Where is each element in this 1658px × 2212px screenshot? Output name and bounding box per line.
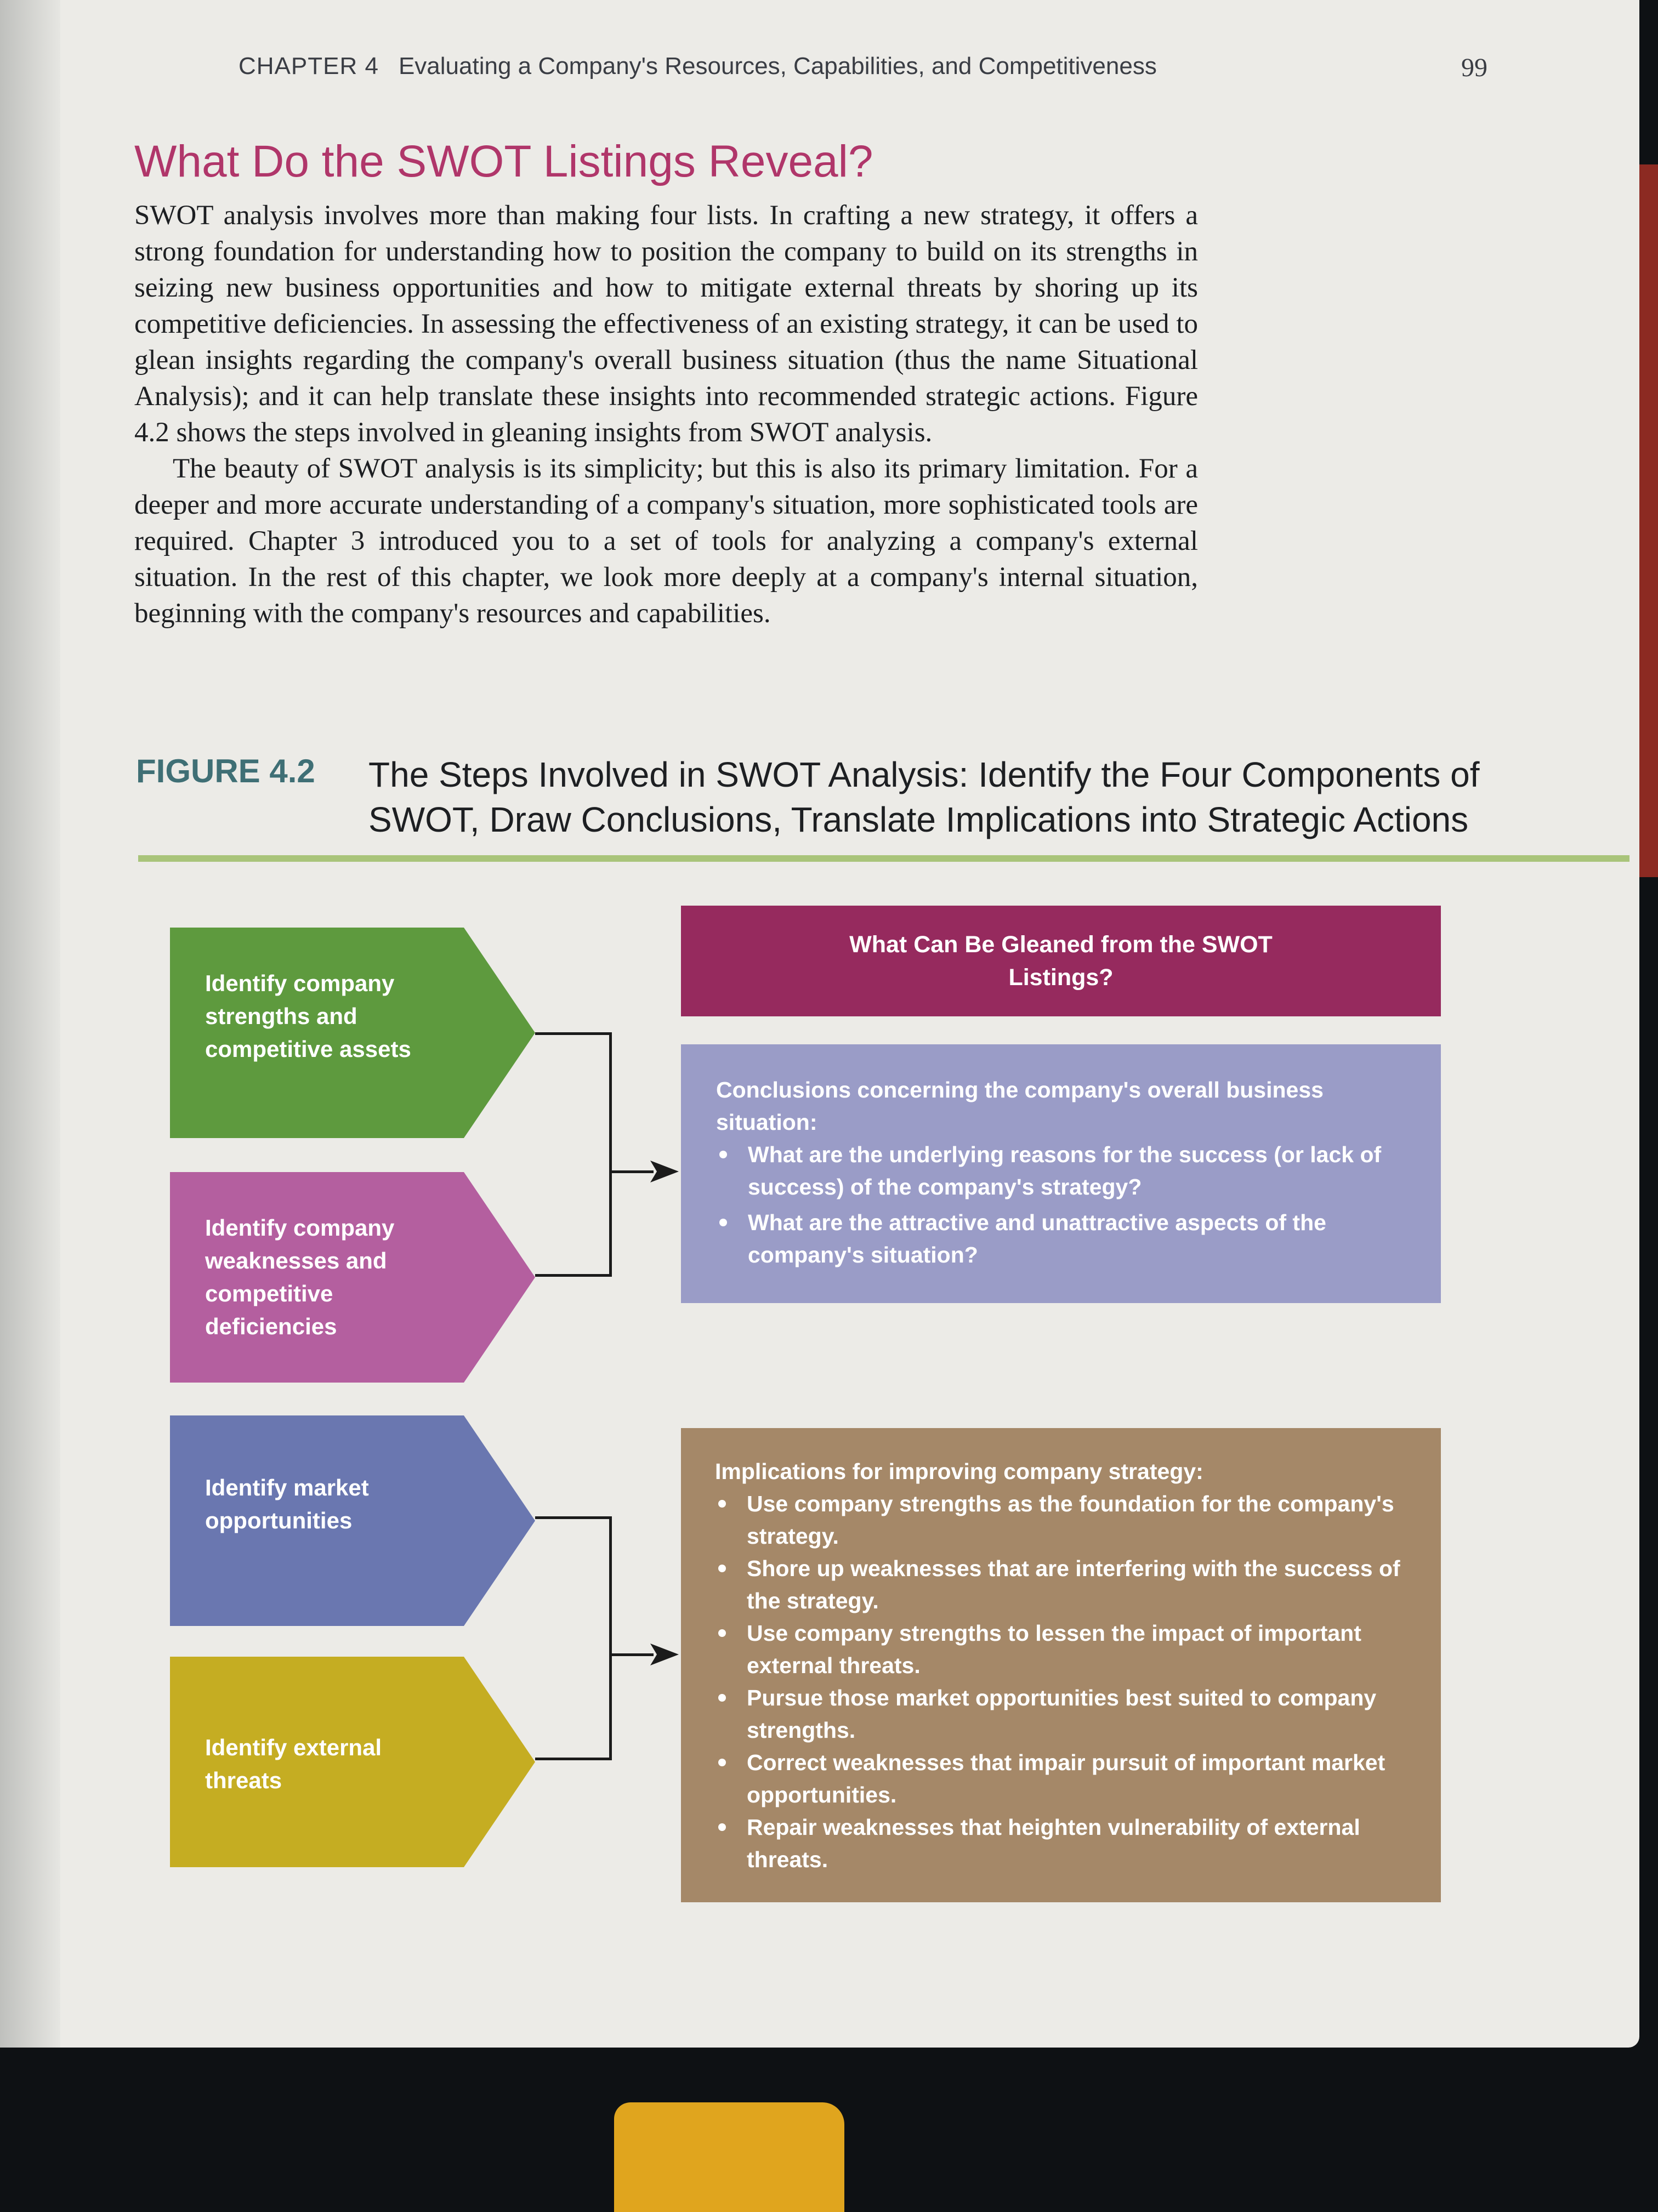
connector-line xyxy=(535,1032,612,1035)
body-text xyxy=(134,197,1198,632)
step-label: Identify external threats xyxy=(205,1735,382,1793)
connector-line xyxy=(612,1170,654,1173)
implications-list xyxy=(715,1488,1408,1876)
list-item: Use company strengths to lessen the impact of important external threats. xyxy=(715,1617,1408,1682)
step-label: Identify company weaknesses and competitive deficiencies xyxy=(205,1215,395,1339)
step-threats xyxy=(170,1657,535,1867)
chapter-number: CHAPTER 4 xyxy=(239,53,379,79)
adjacent-book-edge xyxy=(1639,164,1658,877)
figure-label: FIGURE 4.2 xyxy=(136,753,315,789)
step-label: Identify company strengths and competitive assets xyxy=(205,970,411,1062)
chapter-title: Evaluating a Company's Resources, Capabilities, and Competitiveness xyxy=(398,53,1157,79)
connector-line xyxy=(535,1274,612,1277)
conclusions-heading: Conclusions concerning the company's overall business situation: xyxy=(716,1077,1324,1135)
list-item: Correct weaknesses that impair pursuit of important market opportunities. xyxy=(715,1747,1408,1811)
connector-line xyxy=(535,1516,612,1519)
list-item: Repair weaknesses that heighten vulnerability of external threats. xyxy=(715,1811,1408,1876)
paragraph: The beauty of SWOT analysis is its simplicity; but this is also its primary limitation. For a deeper and more accurate understanding of a company's situation, more sophisticated tools are required. Chapter 3 introduced you to a set of tools for analyzing a company's external situation. In the rest of this chapter, we look more deeply at a company's internal situation, beginning with the company's resources and capabilities. xyxy=(134,453,1198,629)
connector-line xyxy=(612,1653,654,1656)
step-weaknesses xyxy=(170,1172,535,1383)
conclusions-list xyxy=(716,1139,1408,1271)
connector-line xyxy=(609,1032,612,1277)
connector-line xyxy=(609,1516,612,1760)
connector-line xyxy=(535,1758,612,1760)
running-header xyxy=(239,53,1280,80)
list-item: Use company strengths as the foundation for the company's strategy. xyxy=(715,1488,1408,1553)
background-object xyxy=(614,2102,844,2212)
figure-title: The Steps Involved in SWOT Analysis: Identify the Four Components of SWOT, Draw Conclusions, Translate Implications into Strategic Actions xyxy=(368,755,1480,839)
paragraph: SWOT analysis involves more than making four lists. In crafting a new strategy, it offers a strong foundation for understanding how to position the company to build on its strengths in seizing new business opportunities and how to mitigate external threats by shoring up its competitive deficiencies. In assessing the effectiveness of an existing strategy, it can be used to glean insights regarding the company's overall business situation (thus the name Situational Analysis); and it can help translate these insights into recommended strategic actions. Figure 4.2 shows the steps involved in gleaning insights from SWOT analysis. xyxy=(134,200,1198,448)
list-item: What are the attractive and unattractive aspects of the company's situation? xyxy=(716,1207,1408,1271)
step-strengths xyxy=(170,928,535,1138)
gleaned-header-box xyxy=(681,906,1441,1016)
section-title: What Do the SWOT Listings Reveal? xyxy=(134,137,873,186)
gleaned-header: What Can Be Gleaned from the SWOT Listings? xyxy=(849,931,1273,991)
list-item: Shore up weaknesses that are interfering with the success of the strategy. xyxy=(715,1553,1408,1617)
list-item: What are the underlying reasons for the success (or lack of success) of the company's strategy? xyxy=(716,1139,1408,1203)
arrow-right-icon xyxy=(650,1161,679,1182)
step-opportunities xyxy=(170,1415,535,1626)
arrow-right-icon xyxy=(650,1644,679,1665)
page-gutter-shadow xyxy=(0,0,60,2048)
implications-box xyxy=(681,1428,1441,1902)
step-label: Identify market opportunities xyxy=(205,1475,369,1533)
implications-heading: Implications for improving company strategy: xyxy=(715,1459,1203,1484)
figure-rule xyxy=(138,855,1629,862)
page-number: 99 xyxy=(1461,53,1487,82)
list-item: Pursue those market opportunities best suited to company strengths. xyxy=(715,1682,1408,1747)
conclusions-box xyxy=(681,1044,1441,1303)
